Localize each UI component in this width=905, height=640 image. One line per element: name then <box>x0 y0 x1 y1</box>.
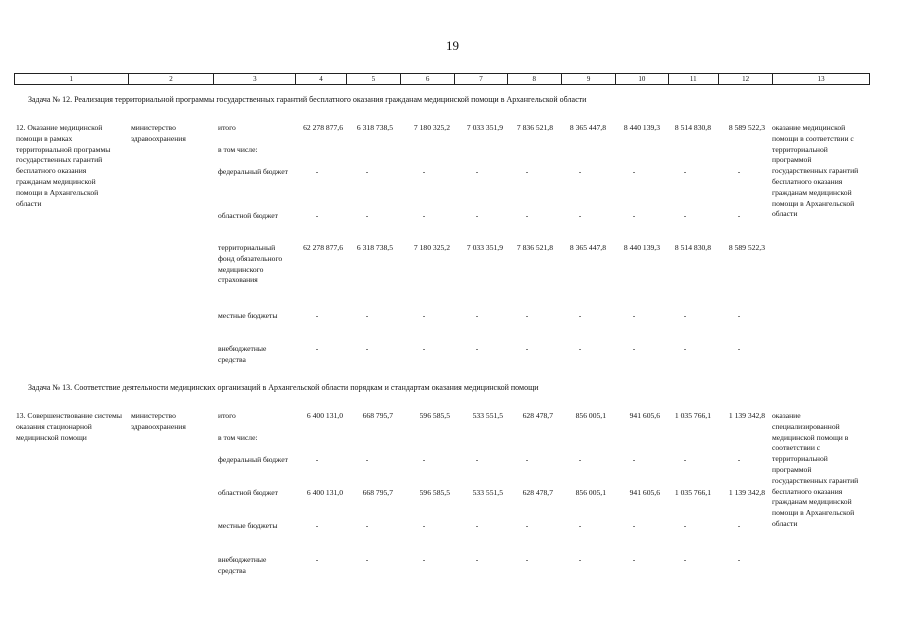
value-cell: - <box>422 344 426 353</box>
value-cell: 7 836 521,8 <box>516 123 553 132</box>
value-cell: - <box>475 344 479 353</box>
executor-name: министерство здравоохранения <box>131 411 186 431</box>
value-cell: - <box>683 455 687 464</box>
value-cell: - <box>632 211 636 220</box>
row-label: областной бюджет <box>218 211 278 220</box>
activity-name: 13. Совершенствование системы оказания стационарной медицинской помощи <box>16 411 122 442</box>
value-cell: - <box>683 555 687 564</box>
row-label: местные бюджеты <box>218 311 278 320</box>
value-cell: 533 551,5 <box>472 488 503 497</box>
task-heading: Задача № 13. Соответствие деятельности медицинских организаций в Архангельской области порядкам и стандартам оказания медицинской помощи <box>28 383 539 392</box>
value-cell: - <box>422 211 426 220</box>
value-cell: 1 035 766,1 <box>674 411 711 420</box>
row-label: внебюджетные средства <box>218 344 267 364</box>
value-cell: - <box>365 311 369 320</box>
value-cell: 6 400 131,0 <box>306 411 343 420</box>
value-cell: - <box>475 211 479 220</box>
value-cell: 7 180 325,2 <box>413 243 450 252</box>
value-cell: 6 318 738,5 <box>356 123 393 132</box>
expected-result: оказание специализированной медицинской помощи в соответствии с территориальной программой государственных гарантий бесплатного оказания гражданам медицинской помощи в Архангельской области <box>772 411 859 528</box>
value-cell: - <box>422 455 426 464</box>
value-cell: 941 605,6 <box>629 411 660 420</box>
value-cell: - <box>525 167 529 176</box>
value-cell: - <box>578 211 582 220</box>
value-cell: - <box>578 521 582 530</box>
value-cell: - <box>422 521 426 530</box>
row-label: в том числе: <box>218 145 258 154</box>
value-cell: 8 589 522,3 <box>728 243 765 252</box>
value-cell: - <box>475 455 479 464</box>
column-header: 13 <box>817 75 825 83</box>
value-cell: - <box>315 311 319 320</box>
value-cell: 62 278 877,6 <box>303 243 343 252</box>
value-cell: 8 365 447,8 <box>569 243 606 252</box>
value-cell: - <box>475 311 479 320</box>
value-cell: 6 318 738,5 <box>356 243 393 252</box>
value-cell: - <box>365 455 369 464</box>
value-cell: 7 836 521,8 <box>516 243 553 252</box>
value-cell: - <box>737 455 741 464</box>
value-cell: 628 478,7 <box>522 411 553 420</box>
column-header: 2 <box>129 74 215 84</box>
value-cell: - <box>422 311 426 320</box>
value-cell: - <box>525 344 529 353</box>
value-cell: - <box>422 555 426 564</box>
row-label: территориальный фонд обязательного медицинского страхования <box>218 243 283 285</box>
value-cell: 7 033 351,9 <box>466 243 503 252</box>
value-cell: - <box>525 521 529 530</box>
value-cell: 533 551,5 <box>472 411 503 420</box>
row-label: в том числе: <box>218 433 258 442</box>
value-cell: 6 400 131,0 <box>306 488 343 497</box>
column-header: 1 <box>15 74 129 84</box>
value-cell: 8 440 139,3 <box>623 123 660 132</box>
value-cell: 596 585,5 <box>419 411 450 420</box>
value-cell: - <box>683 211 687 220</box>
column-header: 12 <box>719 74 773 84</box>
value-cell: 8 514 830,8 <box>674 243 711 252</box>
value-cell: 8 589 522,3 <box>728 123 765 132</box>
value-cell: - <box>365 555 369 564</box>
executor-name: министерство здравоохранения <box>131 123 186 143</box>
value-cell: - <box>315 344 319 353</box>
value-cell: 7 180 325,2 <box>413 123 450 132</box>
value-cell: - <box>737 344 741 353</box>
row-label: внебюджетные средства <box>218 555 267 575</box>
value-cell: 628 478,7 <box>522 488 553 497</box>
row-label: итого <box>218 411 236 420</box>
value-cell: - <box>737 167 741 176</box>
value-cell: - <box>365 344 369 353</box>
value-cell: - <box>525 555 529 564</box>
value-cell: - <box>578 167 582 176</box>
value-cell: 596 585,5 <box>419 488 450 497</box>
value-cell: 856 005,1 <box>575 411 606 420</box>
column-header: 9 <box>562 74 616 84</box>
value-cell: - <box>578 311 582 320</box>
value-cell: - <box>737 311 741 320</box>
value-cell: - <box>422 167 426 176</box>
value-cell: - <box>365 167 369 176</box>
value-cell: 62 278 877,6 <box>303 123 343 132</box>
row-label: федеральный бюджет <box>218 167 288 176</box>
value-cell: - <box>315 167 319 176</box>
value-cell: - <box>632 311 636 320</box>
column-header: 8 <box>508 74 562 84</box>
row-label: итого <box>218 123 236 132</box>
page-number: 19 <box>446 38 459 53</box>
value-cell: 7 033 351,9 <box>466 123 503 132</box>
value-cell: - <box>632 455 636 464</box>
column-header: 3 <box>214 74 296 84</box>
value-cell: 941 605,6 <box>629 488 660 497</box>
expected-result: оказание медицинской помощи в соответствии с территориальной программой государственных гарантий бесплатного оказания гражданам медицинской помощи в Архангельской области <box>772 123 859 219</box>
value-cell: - <box>315 555 319 564</box>
column-header: 6 <box>401 74 455 84</box>
row-label: местные бюджеты <box>218 521 278 530</box>
column-header-row <box>14 73 870 85</box>
value-cell: 856 005,1 <box>575 488 606 497</box>
value-cell: - <box>315 455 319 464</box>
task-heading: Задача № 12. Реализация территориальной программы государственных гарантий бесплатного оказания гражданам медицинской помощи в Архангельской области <box>28 95 587 104</box>
value-cell: - <box>737 211 741 220</box>
value-cell: - <box>683 311 687 320</box>
value-cell: 1 035 766,1 <box>674 488 711 497</box>
value-cell: - <box>578 455 582 464</box>
activity-name: 12. Оказание медицинской помощи в рамках территориальной программы государственных гарантий бесплатного оказания гражданам медицинской помощи в Архангельской области <box>16 123 111 208</box>
row-label: областной бюджет <box>218 488 278 497</box>
value-cell: - <box>578 344 582 353</box>
column-header: 10 <box>616 74 668 84</box>
value-cell: - <box>475 521 479 530</box>
value-cell: - <box>632 555 636 564</box>
value-cell: - <box>475 555 479 564</box>
column-header: 4 <box>296 74 346 84</box>
value-cell: - <box>525 455 529 464</box>
value-cell: - <box>315 211 319 220</box>
value-cell: - <box>632 167 636 176</box>
column-header: 11 <box>669 74 719 84</box>
value-cell: - <box>578 555 582 564</box>
value-cell: - <box>737 521 741 530</box>
value-cell: 8 365 447,8 <box>569 123 606 132</box>
value-cell: - <box>737 555 741 564</box>
value-cell: 668 795,7 <box>362 411 393 420</box>
value-cell: - <box>683 167 687 176</box>
value-cell: - <box>315 521 319 530</box>
value-cell: 1 139 342,8 <box>728 488 765 497</box>
value-cell: - <box>632 344 636 353</box>
value-cell: 1 139 342,8 <box>728 411 765 420</box>
row-label: федеральный бюджет <box>218 455 288 464</box>
value-cell: - <box>525 311 529 320</box>
value-cell: - <box>365 521 369 530</box>
value-cell: 8 440 139,3 <box>623 243 660 252</box>
value-cell: - <box>475 167 479 176</box>
value-cell: - <box>632 521 636 530</box>
value-cell: - <box>683 344 687 353</box>
value-cell: - <box>525 211 529 220</box>
column-header: 7 <box>455 74 507 84</box>
value-cell: 8 514 830,8 <box>674 123 711 132</box>
value-cell: 668 795,7 <box>362 488 393 497</box>
value-cell: - <box>365 211 369 220</box>
value-cell: - <box>683 521 687 530</box>
column-header: 5 <box>347 74 401 84</box>
